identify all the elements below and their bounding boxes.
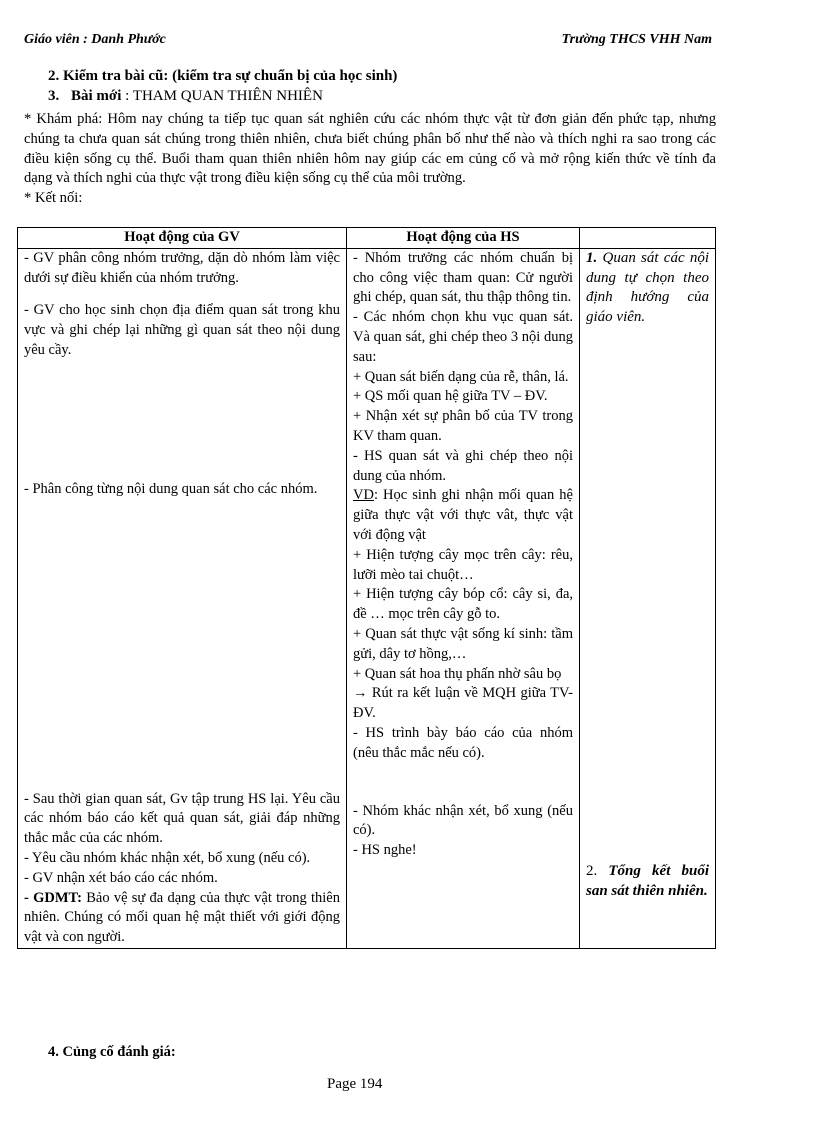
section-3-topic: : THAM QUAN THIÊN NHIÊN (121, 88, 323, 104)
hs-item: + Hiện tượng cây bóp cổ: cây si, đa, đề … mọc trên cây gỗ to. (353, 586, 573, 623)
header-notes (580, 228, 716, 249)
hs-item: - Nhóm trưởng các nhóm chuẩn bị cho công việc tham quan: Cử người ghi chép, quan sát, thu thập thông tin. (353, 249, 573, 306)
page-number: Page 194 (327, 1076, 383, 1092)
arrow-right-icon: → (353, 685, 368, 702)
gv-item: - GV phân công nhóm trưởng, dặn dò nhóm làm việc dưới sự điều khiển của nhóm trưởng. (24, 249, 340, 286)
note-text: Quan sát các nội dung tự chọn theo định hướng của giáo viên. (586, 249, 709, 326)
gdmt-label: - GDMT: (24, 889, 82, 906)
note-number: 2. (586, 862, 598, 879)
school-name: Trường THCS VHH Nam (561, 32, 712, 47)
hs-item: + Hiện tượng cây mọc trên cây: rêu, lưỡi mèo tai chuột… (353, 546, 573, 583)
hs-item: - HS trình bày báo cáo của nhóm (nêu thắc mắc nếu có). (353, 724, 573, 761)
hs-item: - HS quan sát và ghi chép theo nội dung của nhóm. (353, 447, 573, 484)
ket-noi-line: * Kết nối: (24, 190, 83, 207)
table-header-row (18, 228, 716, 249)
teacher-name: Giáo viên : Danh Phước (24, 32, 166, 47)
hs-item: + QS mối quan hệ giữa TV – ĐV. (353, 388, 548, 405)
page-header (24, 32, 712, 52)
hs-item: - HS nghe! (353, 842, 417, 859)
gv-item-gdmt (24, 889, 340, 948)
gv-item: - GV nhận xét báo cáo các nhóm. (24, 869, 218, 886)
section-3-label: Bài mới (71, 88, 122, 104)
gv-column (18, 248, 347, 948)
gv-item: - Yêu cầu nhóm khác nhận xét, bổ xung (nếu có). (24, 849, 311, 866)
gdmt-text: Bảo vệ sự đa dạng của thực vật trong thiên nhiên. Chúng có mối quan hệ mật thiết với giới động vật và con người. (24, 889, 340, 946)
gv-item: - Sau thời gian quan sát, Gv tập trung HS lại. Yêu cầu các nhóm báo cáo kết quả quan sát, giải đáp những thắc mắc của các nhóm. (24, 790, 340, 847)
gv-item: - Phân công từng nội dung quan sát cho các nhóm. (24, 480, 318, 497)
hs-item: + Quan sát biến dạng của rễ, thân, lá. (353, 368, 569, 385)
hs-item-vd (353, 486, 573, 545)
note-item (586, 862, 709, 902)
section-3-heading (48, 88, 323, 105)
notes-column (580, 248, 716, 948)
hs-item-conclusion (353, 684, 573, 724)
table-body-row (18, 248, 716, 948)
section-3-number: 3. (48, 88, 60, 104)
intro-block (24, 110, 716, 209)
conclusion-text: Rút ra kết luận về MQH giữa TV-ĐV. (353, 685, 573, 722)
gv-item: - GV cho học sinh chọn địa điểm quan sát trong khu vực và ghi chép lại những gì quan sát theo nội dung yêu cầy. (24, 302, 340, 358)
header-gv: Hoạt động của GV (18, 228, 347, 249)
activity-table (17, 227, 716, 949)
hs-item: + Quan sát thực vật sống kí sinh: tầm gửi, dây tơ hồng,… (353, 625, 573, 662)
section-2-heading: 2. Kiểm tra bài cũ: (kiểm tra sự chuẩn bị của học sinh) (48, 68, 398, 84)
note-text: Tổng kết buổi san sát thiên nhiên. (586, 862, 710, 899)
header-hs: Hoạt động của HS (347, 228, 580, 249)
kham-pha-paragraph: * Khám phá: Hôm nay chúng ta tiếp tục quan sát nghiên cứu các nhóm thực vật từ đơn giản đến phức tạp, nhưng chúng ta chưa quan sát chúng trong thiên nhiên, chưa biết chúng phân bố như thế nào và thích nghi ra sao trong các điều kiện sống cụ thể. Buổi tham quan thiên nhiên hôm nay giúp các em củng cố và mở rộng kiến thức về tính đa dạng và thích nghi của thực vật trong điều kiện sống cụ thể của môi trường. (24, 111, 716, 187)
hs-item: + Quan sát hoa thụ phấn nhờ sâu bọ (353, 665, 562, 682)
hs-item: - Nhóm khác nhận xét, bổ xung (nếu có). (353, 802, 573, 839)
hs-item: + Nhận xét sự phân bố của TV trong KV tham quan. (353, 408, 573, 444)
hs-item: - Các nhóm chọn khu vục quan sát. Và quan sát, ghi chép theo 3 nội dung sau: (353, 309, 573, 365)
section-4-heading: 4. Củng cố đánh giá: (48, 1044, 176, 1060)
note-item (586, 249, 709, 328)
hs-column (347, 248, 580, 948)
note-number: 1. (586, 249, 598, 266)
vd-label: VD (353, 487, 374, 504)
vd-text: : Học sinh ghi nhận mối quan hệ giữa thực vật với thực vât, thực vật với động vật (353, 487, 573, 543)
